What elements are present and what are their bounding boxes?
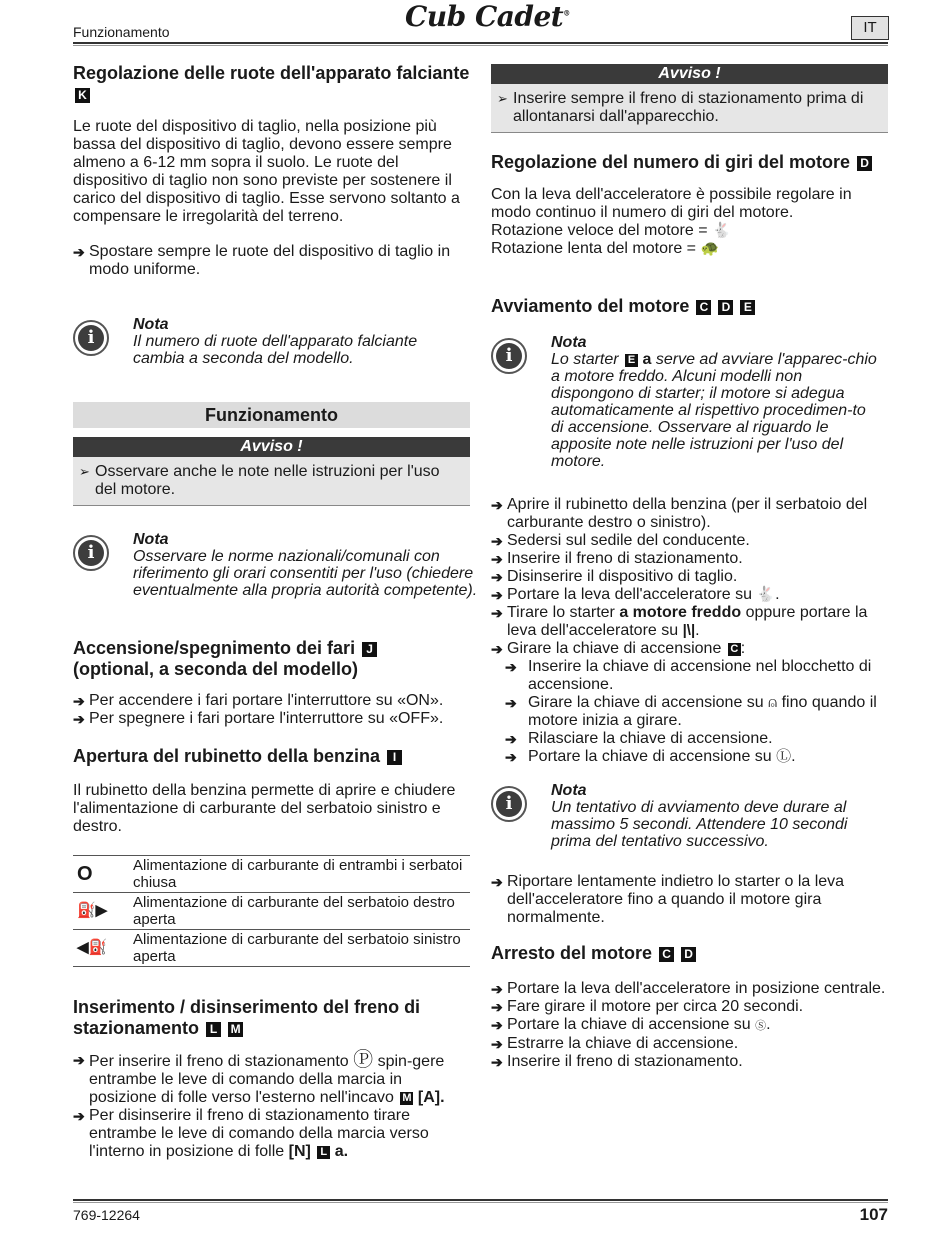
arrow-icon: ➔: [73, 1108, 85, 1124]
header-rule-thin: [73, 45, 888, 46]
header-section-title: Funzionamento: [73, 24, 170, 40]
footer-rule-thin: [73, 1202, 888, 1203]
list-item: ➔ Girare la chiave di accensione su ⍝ fino quando il motore inizia a girare.: [505, 694, 877, 729]
info-icon: i: [491, 786, 527, 822]
arrow-icon: ➔: [491, 981, 503, 997]
note-text: Un tentativo di avviamento deve durare al massimo 5 secondi. Attendere 10 secondi prima del tentativo successivo.: [551, 799, 848, 850]
list-item: ➔ Inserire il freno di stazionamento.: [491, 1053, 743, 1070]
note-title: Nota: [133, 531, 169, 548]
choke-icon: |\|: [682, 622, 696, 639]
note-title: Nota: [551, 782, 587, 799]
arrow-icon: ➔: [491, 1036, 503, 1052]
fuel-right-open-icon: ⛽▶: [73, 893, 133, 930]
slow-rotation-line: Rotazione lenta del motore = 🐢: [491, 240, 720, 257]
arrow-icon: ➔: [73, 1052, 85, 1068]
figure-key: D: [681, 947, 696, 962]
section-engine-start: [491, 296, 888, 317]
table-cell: Alimentazione di carburante del serbatoio sinistro aperta: [133, 930, 470, 967]
arrow-icon: ➔: [491, 569, 503, 585]
table-cell: Alimentazione di carburante di entrambi i serbatoi chiusa: [133, 856, 470, 893]
list-item: ➔ Per disinserire il freno di stazionamento tirare entrambe le leve di comando della marcia verso l'interno in posizione di folle [N] L a.: [73, 1107, 429, 1160]
fuel-closed-icon: O: [73, 856, 133, 893]
section-parking-brake: [73, 997, 470, 1161]
note-box: [73, 531, 478, 621]
list-item: ➔ Estrarre la chiave di accensione.: [491, 1035, 739, 1052]
figure-key: M: [402, 1092, 412, 1104]
bullet-list: [73, 243, 470, 279]
figure-key: C: [696, 300, 711, 315]
section-title: Apertura del rubinetto della benzina I: [73, 746, 470, 767]
arrow-icon: ➔: [73, 711, 85, 727]
footer-rule: [73, 1199, 888, 1201]
list-item: ➔ Per inserire il freno di stazionamento Ⓟ spin-gere entrambe le leve di comando della marcia in posizione di folle verso l'esterno nell'incavo M [A].: [73, 1049, 445, 1106]
parking-warning: [491, 64, 888, 133]
fast-rotation-line: Rotazione veloce del motore = 🐇: [491, 222, 731, 239]
page-number: 107: [859, 1205, 888, 1224]
list-item: ➔ Spostare sempre le ruote del dispositivo di taglio in modo uniforme.: [73, 243, 451, 278]
sub-bullet-list: [491, 658, 888, 766]
note-box: [491, 334, 888, 474]
parking-brake-icon: Ⓟ: [353, 1049, 374, 1071]
arrow-icon: ➔: [73, 244, 85, 260]
arrow-icon: ➔: [73, 693, 85, 709]
section-body: Le ruote del dispositivo di taglio, nella posizione più bassa del dispositivo di taglio, devono essere sempre almeno a 6-12 mm sopra il suolo. Le ruote del dispositivo di taglio non sono previste per sostenere il carico del dispositivo di taglio. Esse servono soltanto a compensare le irregolarità del terreno.: [73, 118, 460, 225]
list-item: ➔ Sedersi sul sedile del conducente.: [491, 532, 750, 549]
list-item: ➔ Inserire il freno di stazionamento.: [491, 550, 743, 567]
figure-key: J: [362, 642, 377, 657]
figure-key: I: [387, 750, 402, 765]
arrow-icon: ➔: [505, 695, 517, 711]
list-item: ➔ Portare la leva dell'acceleratore su 🐇.: [491, 586, 780, 603]
section-banner: Funzionamento: [73, 402, 470, 428]
arrow-icon: ➔: [491, 641, 503, 657]
arrow-icon: ➔: [491, 874, 503, 890]
arrow-icon: ➔: [491, 605, 503, 621]
arrow-icon: ➔: [491, 1017, 503, 1033]
bullet-list: [491, 496, 888, 658]
table-row: [73, 856, 470, 893]
arrow-icon: ➔: [491, 999, 503, 1015]
figure-key: K: [75, 88, 90, 103]
header-rule: [73, 42, 888, 44]
table-row: [73, 893, 470, 930]
section-operation: [73, 402, 470, 506]
section-engine-speed: [491, 152, 888, 258]
bullet-list: [491, 980, 888, 1071]
start-steps: [491, 496, 888, 766]
section-body: Con la leva dell'acceleratore è possibile regolare in modo continuo il numero di giri del motore.: [491, 186, 852, 221]
hare-icon: 🐇: [756, 586, 776, 603]
section-title: Arresto del motore C D: [491, 943, 888, 964]
list-item: ➔ Tirare lo starter a motore freddo oppure portare la leva dell'acceleratore su |\|.: [491, 604, 868, 639]
figure-key: D: [857, 156, 872, 171]
note-text: Il numero di ruote dell'apparato falciante cambia a seconda del modello.: [133, 333, 418, 367]
note-box: [491, 782, 888, 857]
arrow-icon: ➔: [491, 587, 503, 603]
list-item: ➔ Per accendere i fari portare l'interruttore su «ON».: [73, 692, 444, 709]
table-cell: Alimentazione di carburante del serbatoio destro aperta: [133, 893, 470, 930]
list-item: ➔ Portare la chiave di accensione su Ⓛ.: [505, 748, 796, 765]
arrow-icon: ➔: [491, 551, 503, 567]
list-item: ➔ Portare la chiave di accensione su Ⓢ.: [491, 1016, 771, 1033]
language-badge: IT: [851, 16, 889, 40]
figure-key: D: [718, 300, 733, 315]
figure-key: E: [625, 354, 638, 367]
turtle-icon: 🐢: [700, 240, 720, 257]
fuel-left-open-icon: ◀⛽: [73, 930, 133, 967]
section-fuel-tap: [73, 746, 470, 967]
list-item: ➔ Inserire la chiave di accensione nel blocchetto di accensione.: [505, 658, 872, 693]
figure-key: L: [206, 1022, 221, 1037]
info-icon: i: [73, 535, 109, 571]
hare-icon: 🐇: [712, 222, 731, 239]
table-row: [73, 930, 470, 967]
warning-box: ➢ Inserire sempre il freno di stazionamento prima di allontanarsi dall'apparecchio.: [491, 84, 888, 133]
section-title: Inserimento / disinserimento del freno di stazionamento L M: [73, 997, 421, 1038]
document-number: 769-12264: [73, 1207, 140, 1223]
arrow-icon: ➔: [491, 497, 503, 513]
arrow-icon: ➔: [505, 659, 517, 675]
note-title: Nota: [133, 316, 169, 333]
list-item: ➔ Portare la leva dell'acceleratore in posizione centrale.: [491, 980, 886, 997]
section-title: Regolazione del numero di giri del motore D: [491, 152, 888, 173]
fuel-table: [73, 855, 470, 967]
list-item: ➔ Rilasciare la chiave di accensione.: [505, 730, 773, 747]
bullet-list: [73, 1051, 470, 1161]
figure-key: C: [728, 643, 741, 656]
section-title: Accensione/spegnimento dei fari J (optional, a seconda del modello): [73, 638, 470, 680]
stop-position-icon: Ⓢ: [755, 1020, 767, 1032]
bullet-list: [491, 873, 888, 927]
arrow-icon: ➔: [491, 533, 503, 549]
pointer-icon: ➢: [497, 91, 508, 106]
section-body: Il rubinetto della benzina permette di aprire e chiudere l'alimentazione di carburante del serbatoio sinistro e destro.: [73, 782, 456, 835]
list-item: ➔ Riportare lentamente indietro lo starter o la leva dell'acceleratore fino a quando il motore gira normalmente.: [491, 873, 845, 926]
note-text: Osservare le norme nazionali/comunali con riferimento gli orari consentiti per l'uso (chiedere eventualmente alla propria autorità competente).: [133, 548, 478, 599]
warning-bar: Avviso !: [73, 437, 470, 457]
info-icon: i: [491, 338, 527, 374]
figure-key: C: [659, 947, 674, 962]
list-item: ➔ Fare girare il motore per circa 20 secondi.: [491, 998, 804, 1015]
section-wheel-adjust: [73, 63, 470, 279]
arrow-icon: ➔: [491, 1054, 503, 1070]
run-position-icon: Ⓛ: [776, 748, 792, 765]
figure-key: E: [740, 300, 755, 315]
warning-bar: Avviso !: [491, 64, 888, 84]
section-lights: [73, 638, 470, 728]
list-item: ➔ Per spegnere i fari portare l'interruttore su «OFF».: [73, 710, 444, 727]
figure-key: L: [317, 1146, 330, 1159]
list-item: ➔ Aprire il rubinetto della benzina (per il serbatoio del carburante destro o sinistro).: [491, 496, 868, 531]
pointer-icon: ➢: [79, 464, 90, 479]
section-title: Regolazione delle ruote dell'apparato falciante K: [73, 63, 470, 102]
arrow-icon: ➔: [505, 749, 517, 765]
note-title: Nota: [551, 334, 587, 351]
start-position-icon: ⍝: [768, 694, 778, 711]
brand-logo: Cub Cadet®: [405, 0, 570, 33]
arrow-icon: ➔: [505, 731, 517, 747]
list-item: ➔ Girare la chiave di accensione C :: [491, 640, 746, 657]
warning-box: ➢ Osservare anche le note nelle istruzioni per l'uso del motore.: [73, 457, 470, 506]
list-item: ➔ Disinserire il dispositivo di taglio.: [491, 568, 738, 585]
section-title: Avviamento del motore C D E: [491, 296, 888, 317]
figure-key: M: [228, 1022, 243, 1037]
info-icon: i: [73, 320, 109, 356]
section-engine-stop: [491, 943, 888, 1071]
bullet-list: [73, 692, 470, 728]
note-box: [73, 316, 470, 376]
start-final-step: [491, 873, 888, 927]
note-text: Lo starter E a serve ad avviare l'apparec-chio a motore freddo. Alcuni modelli non dispongono di starter; il motore si adegua automaticamente al rispettivo procedimen-to di accensione. Osservare al riguardo le apposite note nelle istruzioni per l'uso del motore.: [551, 351, 877, 470]
